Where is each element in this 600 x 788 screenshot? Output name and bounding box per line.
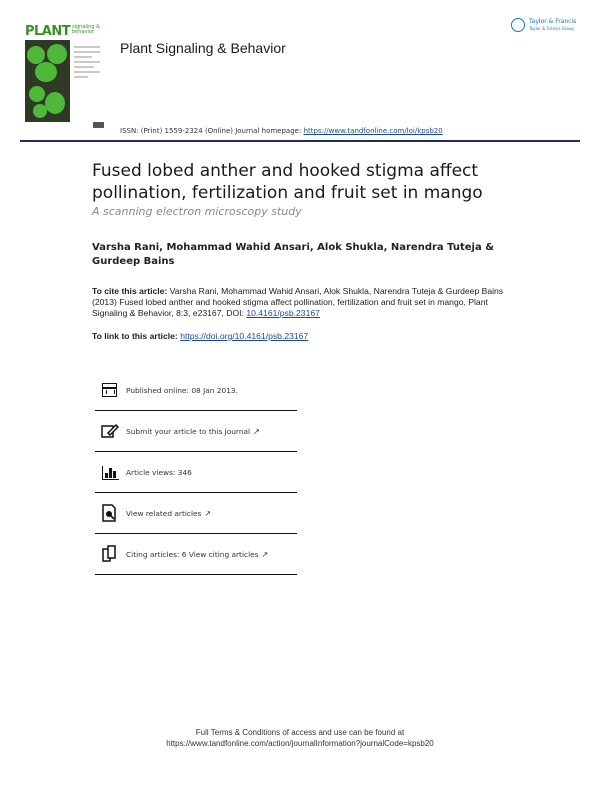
citing-articles-link[interactable] — [126, 550, 268, 559]
bar-chart-icon — [100, 463, 120, 481]
article-link-label: To link to this article: — [92, 331, 181, 341]
cover-brand-sub: signaling & behavior — [72, 24, 101, 35]
external-link-icon: ↗ — [261, 549, 269, 559]
cover-photo — [25, 40, 70, 122]
article-views: Article views: 346 — [126, 467, 192, 477]
header-divider — [20, 140, 580, 142]
article-title: Fused lobed anther and hooked stigma affect pollination, fertilization and fruit set in mango — [92, 161, 483, 203]
submit-article-link[interactable] — [126, 427, 260, 436]
citation-text: Varsha Rani, Mohammad Wahid Ansari, Alok Shukla, Narendra Tuteja & Gurdeep Bains (2013) Fused lobed anther and hooked stigma affect pollination, fertilization and fruit set in mango, Plant Signaling & Behavior, 8:3, e23167, DOI: — [92, 286, 504, 318]
citation-doi-link[interactable]: 10.4161/psb.23167 — [246, 308, 320, 318]
footer-terms: Full Terms & Conditions of access and use can be found at — [195, 728, 405, 737]
journal-homepage-link[interactable]: https://www.tandfonline.com/loi/kpsb20 — [303, 127, 443, 135]
article-info-list — [95, 370, 297, 575]
issn-line — [120, 127, 443, 135]
publisher-logo-sub: Taylor & Francis Group — [529, 26, 574, 31]
cover-text-lines — [74, 46, 100, 81]
related-articles-link[interactable] — [126, 509, 211, 518]
footer-terms-link[interactable]: https://www.tandfonline.com/action/journalInformation?journalCode=kpsb20 — [166, 739, 434, 748]
submit-article-label: Submit your article to this journal — [126, 426, 251, 436]
publisher-logo-icon — [511, 18, 525, 32]
search-document-icon — [100, 504, 120, 522]
edit-icon — [100, 422, 120, 440]
external-link-icon: ↗ — [204, 508, 212, 518]
publisher-logo-text: Taylor & Francis — [529, 18, 577, 25]
journal-title: Plant Signaling & Behavior — [120, 40, 286, 56]
related-articles-label: View related articles — [126, 508, 202, 518]
citation-label: To cite this article: — [92, 286, 168, 296]
citing-articles-label: Citing articles: 6 View citing articles — [126, 549, 259, 559]
article-subtitle: A scanning electron microscopy study — [92, 205, 302, 218]
publisher-logo[interactable] — [511, 16, 581, 36]
article-link-line — [92, 331, 308, 341]
small-logo — [93, 122, 104, 128]
cover-brand: PLANT — [25, 24, 71, 39]
submit-row[interactable] — [95, 411, 297, 452]
citing-documents-icon — [100, 545, 120, 563]
article-doi-link[interactable]: https://doi.org/10.4161/psb.23167 — [180, 331, 309, 341]
published-row — [95, 370, 297, 411]
external-link-icon: ↗ — [253, 426, 260, 436]
calendar-icon — [100, 381, 120, 399]
citation — [92, 286, 512, 319]
journal-cover — [25, 24, 103, 122]
issn-text: ISSN: (Print) 1559-2324 (Online) Journal homepage: — [120, 127, 304, 135]
article-authors: Varsha Rani, Mohammad Wahid Ansari, Alok Shukla, Narendra Tuteja & Gurdeep Bains — [92, 242, 494, 267]
related-row[interactable] — [95, 493, 297, 534]
citing-row[interactable] — [95, 534, 297, 575]
footer — [0, 727, 600, 749]
views-row — [95, 452, 297, 493]
published-date: Published online: 08 Jan 2013. — [126, 385, 238, 395]
